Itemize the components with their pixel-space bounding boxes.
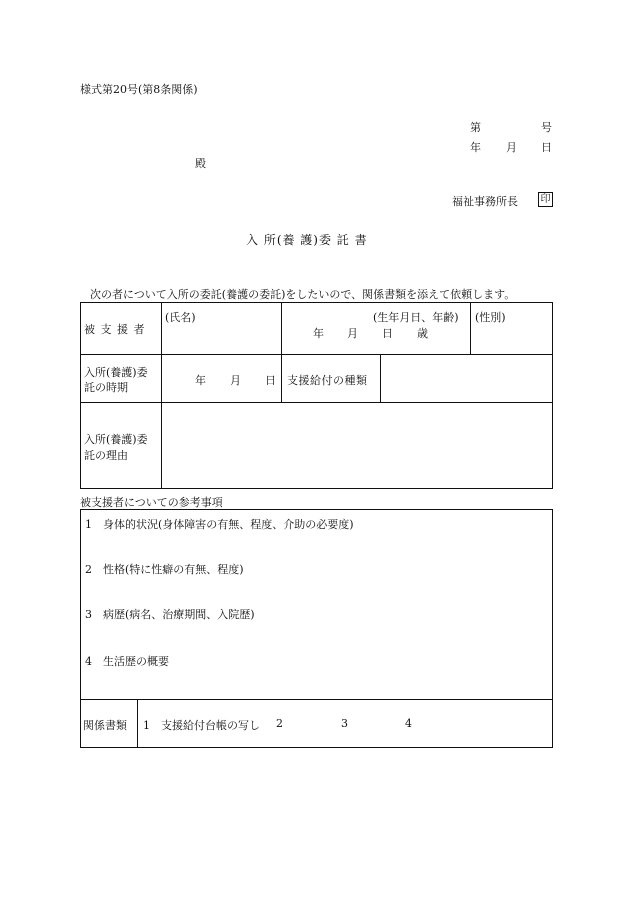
birth-month: 月 bbox=[347, 327, 358, 340]
benefit-type-label: 支援給付の種類 bbox=[287, 374, 368, 387]
related-doc-item: 3 bbox=[341, 717, 348, 730]
reference-table bbox=[80, 509, 553, 748]
number-suffix: 号 bbox=[541, 121, 552, 134]
document-title: 入 所(養 護)委 託 書 bbox=[246, 233, 368, 247]
reference-heading: 被支援者についての参考事項 bbox=[80, 496, 223, 509]
name-label: (氏名) bbox=[165, 311, 196, 324]
seal-mark: 印 bbox=[538, 192, 553, 207]
table-divider bbox=[380, 355, 381, 403]
period-year: 年 bbox=[195, 374, 206, 387]
reference-item: 2 性格(特に性癖の有無、程度) bbox=[85, 563, 244, 576]
related-doc-item: 4 bbox=[405, 717, 412, 730]
table-divider bbox=[137, 699, 138, 747]
reference-item: 1 身体的状況(身体障害の有無、程度、介助の必要度) bbox=[85, 518, 354, 531]
number-prefix: 第 bbox=[470, 121, 481, 134]
related-docs-label: 関係書類 bbox=[83, 719, 127, 732]
table-divider bbox=[470, 302, 471, 355]
reason-label: 入所(養護)委 bbox=[84, 433, 148, 446]
age: 歳 bbox=[417, 327, 428, 340]
period-label: 入所(養護)委 bbox=[84, 366, 148, 379]
sex-label: (性別) bbox=[475, 311, 506, 324]
related-doc-item: 1 支援給付台帳の写し bbox=[143, 719, 260, 732]
table-divider bbox=[80, 699, 552, 700]
table-divider bbox=[161, 302, 162, 488]
period-month: 月 bbox=[230, 374, 241, 387]
period-label: 託の時期 bbox=[84, 381, 128, 394]
date-year: 年 bbox=[470, 141, 481, 154]
period-day: 日 bbox=[265, 374, 276, 387]
client-label: 被 支 援 者 bbox=[84, 323, 146, 336]
date-month: 月 bbox=[506, 141, 517, 154]
issuer-title: 福祉事務所長 bbox=[452, 195, 518, 208]
table-divider bbox=[281, 302, 282, 403]
reason-label: 託の理由 bbox=[84, 449, 128, 462]
reference-item: 4 生活歴の概要 bbox=[85, 655, 169, 668]
birth-day: 日 bbox=[382, 327, 393, 340]
addressee-honorific: 殿 bbox=[195, 157, 206, 170]
birth-label: (生年月日、年齢) bbox=[373, 311, 459, 324]
reference-item: 3 病歴(病名、治療期間、入院歴) bbox=[85, 608, 255, 621]
table-divider bbox=[80, 402, 552, 403]
table-divider bbox=[80, 354, 552, 355]
birth-year: 年 bbox=[313, 327, 324, 340]
intro-text: 次の者について入所の委託(養護の委託)をしたいので、関係書類を添えて依頼します。 bbox=[90, 288, 516, 301]
date-day: 日 bbox=[541, 141, 552, 154]
form-number: 様式第20号(第8条関係) bbox=[80, 83, 198, 96]
related-doc-item: 2 bbox=[276, 717, 283, 730]
